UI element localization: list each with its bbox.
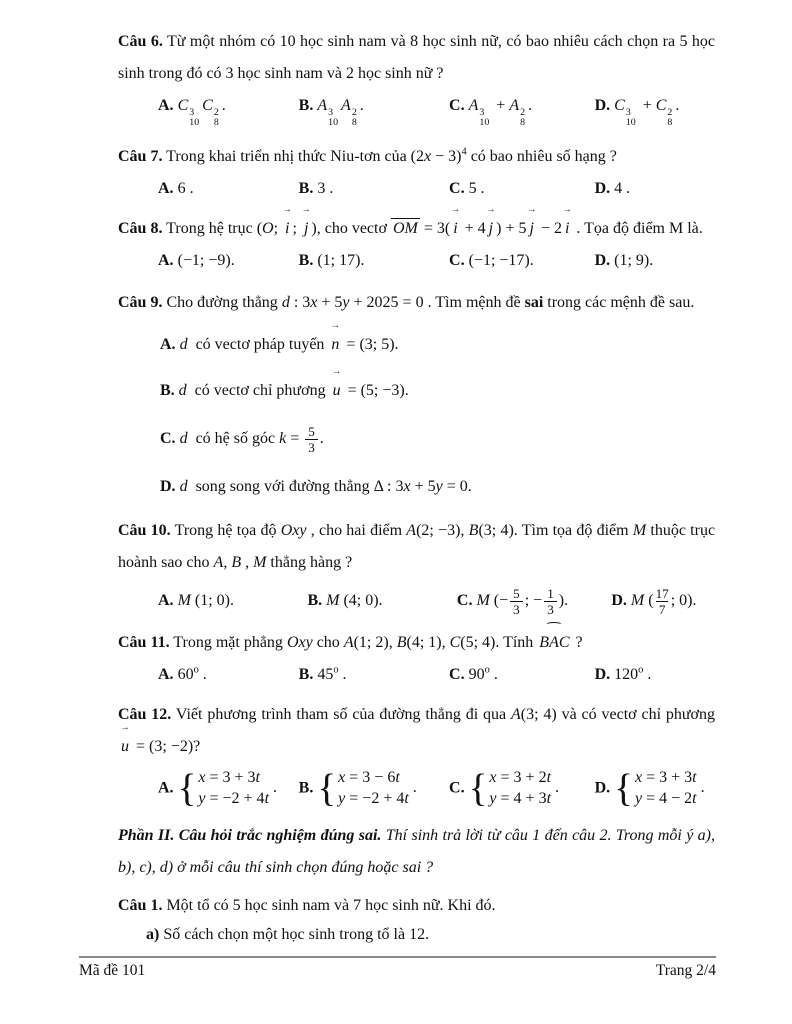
question-10-label: Câu 10. (118, 521, 171, 539)
page-footer (79, 956, 716, 984)
question-9-option-a (160, 329, 715, 361)
option-label: A. (158, 179, 174, 197)
option-value: A 3 10 A 2 8 . (317, 97, 364, 129)
question-8-text (118, 213, 715, 245)
question-12-options (158, 767, 711, 810)
question-8-body: Trong hệ trục (O; i → ; j → ), cho vectơ OM = 3( i → + 4 j → ) + 5 j → − 2 i → . Tọa độ điểm M là. (166, 220, 703, 237)
page-number: Trang 2/4 (655, 962, 716, 979)
question-6-option-b (299, 90, 449, 129)
question-12-label: Câu 12. (118, 705, 172, 723)
item-text: Số cách chọn một học sinh trong tổ là 12. (163, 925, 430, 943)
question-9 (118, 287, 715, 503)
question-12-option-b (299, 767, 449, 810)
item-label: a) (146, 925, 160, 943)
option-value: 120$^o$ . (614, 664, 652, 683)
question-10 (118, 515, 715, 617)
option-label: A. (158, 591, 174, 609)
part2-title: Phần II. Câu hỏi trắc nghiệm đúng sai. (118, 826, 382, 844)
option-label: B. (298, 179, 314, 197)
question-9-text (118, 287, 715, 319)
question-9-label: Câu 9. (118, 293, 163, 311)
question-8-option-a (158, 245, 299, 277)
option-value: { x = 3 + 3t y = −2 + 4t . (178, 779, 277, 796)
question-11-text (118, 627, 715, 659)
option-label: A. (158, 251, 174, 269)
question-6-body: Từ một nhóm có 10 học sinh nam và 8 học sinh nữ, có bao nhiêu cách chọn ra 5 học sinh trong đó có 3 học sinh nam và 2 học sinh nữ ? (118, 33, 716, 82)
question-6-label: Câu 6. (118, 33, 163, 50)
option-label: B. (298, 665, 314, 683)
option-label: C. (449, 665, 465, 683)
option-label: B. (298, 97, 314, 114)
option-label: B. (160, 381, 175, 399)
doc-code: Mã đề 101 (79, 962, 146, 979)
option-label: D. (594, 97, 611, 114)
option-value: { x = 3 − 6t y = −2 + 4t . (317, 779, 416, 796)
option-value: M (4; 0). (326, 591, 383, 609)
option-value: 5 . (468, 179, 485, 197)
option-label: A. (158, 665, 174, 683)
option-value: (−1; −17). (468, 251, 534, 269)
question-12-option-d (595, 767, 711, 810)
question-8-option-b (299, 245, 449, 277)
question-11-option-c (449, 659, 595, 691)
question-9-option-d (160, 471, 715, 503)
question-7-option-d (595, 173, 711, 205)
option-value: A 3 10 + A 2 8 . (468, 97, 533, 129)
question-11-label: Câu 11. (118, 633, 170, 651)
option-label: C. (449, 779, 465, 797)
question-6-option-a (158, 90, 299, 129)
question-10-option-b (307, 585, 456, 617)
question-12-text (118, 699, 715, 763)
question-11-option-d (595, 659, 711, 691)
option-label: D. (611, 591, 627, 609)
option-value: d có hệ số góc k = $\frac{5}{3}$ . (179, 423, 324, 455)
question-10-text (118, 515, 715, 579)
question-11-option-b (299, 659, 449, 691)
question-7-body: Trong khai triển nhị thức Niu-tơn của $(2x - 3)^4$ có bao nhiêu số hạng ? (166, 146, 617, 165)
question-9-option-b (160, 375, 715, 407)
question-12-option-a (158, 767, 299, 810)
option-label: C. (449, 97, 465, 114)
option-label: D. (160, 477, 176, 495)
question-8-label: Câu 8. (118, 219, 163, 237)
question-6 (118, 26, 715, 129)
question-11-options (158, 659, 711, 691)
option-value: 60$^o$ . (177, 664, 207, 683)
option-value: { x = 3 + 2t y = 4 + 3t . (469, 779, 559, 796)
question-10-option-a (158, 585, 307, 617)
question-7-options (158, 173, 711, 205)
part2-question-1 (118, 892, 715, 949)
option-value: (1; 17). (317, 251, 365, 269)
option-label: A. (160, 335, 176, 353)
option-label: A. (158, 97, 174, 114)
question-10-option-d (611, 585, 711, 617)
question-11 (118, 627, 715, 691)
option-label: C. (449, 251, 465, 269)
option-label: D. (594, 779, 611, 797)
option-value: 4 . (614, 179, 631, 197)
question-7 (118, 141, 715, 205)
option-value: { x = 3 + 3t y = 4 − 2t . (614, 779, 704, 796)
question-7-option-b (299, 173, 449, 205)
option-label: B. (298, 779, 314, 797)
option-label: D. (594, 251, 611, 269)
option-label: D. (594, 179, 611, 197)
question-6-options (158, 90, 711, 129)
option-value: 6 . (177, 179, 194, 197)
question-12-body: Viết phương trình tham số của đường thẳng đi qua A(3; 4) và có vectơ chỉ phương u → = (3; −2)? (118, 706, 715, 755)
option-label: B. (298, 251, 314, 269)
part2-heading (118, 820, 715, 884)
option-label: C. (456, 591, 473, 609)
part2-description: Thí sinh trả lời từ câu 1 đến câu 2. Trong mỗi ý a), b), c), d) ở mỗi câu thí sinh chọn đúng hoặc sai ? (118, 826, 716, 876)
option-value: M (1; 0). (177, 591, 234, 609)
option-value: C 3 10 + C 2 8 . (614, 97, 680, 129)
question-7-text (118, 141, 715, 173)
question-11-option-a (158, 659, 299, 691)
question-11-body: Trong mặt phẳng Oxy cho A(1; 2), B(4; 1), C(5; 4). Tính ⌢ BAC ? (173, 634, 582, 651)
question-7-label: Câu 7. (118, 147, 163, 165)
option-label: D. (594, 665, 611, 683)
question-10-body: Trong hệ tọa độ Oxy , cho hai điểm A(2; −3), B(3; 4). Tìm tọa độ điểm M thuộc trục hoành sao cho A, B , M thẳng hàng ? (118, 521, 716, 571)
option-label: B. (307, 591, 323, 609)
option-value: d có vectơ chỉ phương u → = (5; −3). (179, 382, 409, 399)
option-value: M (− $\frac{5}{3}$ ; − $\frac{1}{3}$ ). (476, 585, 569, 617)
option-value: 3 . (317, 179, 334, 197)
question-8-option-c (449, 245, 595, 277)
option-value: 45$^o$ . (317, 664, 347, 683)
option-value: (1; 9). (614, 251, 654, 269)
question-12 (118, 699, 715, 810)
question-9-body: Cho đường thẳng d : 3x + 5y + 2025 = 0 . Tìm mệnh đề sai trong các mệnh đề sau. (166, 293, 695, 311)
part2-question-1-text (118, 892, 715, 921)
part2-question-1-item-a (146, 921, 715, 949)
question-9-options (160, 329, 715, 503)
option-value: M ( $\frac{17}{7}$ ; 0). (630, 585, 697, 617)
option-label: C. (449, 179, 465, 197)
option-value: (−1; −9). (177, 251, 235, 269)
question-10-option-c (457, 585, 611, 617)
question-6-option-d (595, 90, 711, 129)
option-value: C 3 10 C 2 8 . (177, 97, 226, 129)
part2-question-1-label: Câu 1. (118, 896, 163, 914)
question-7-option-c (449, 173, 595, 205)
question-6-text (118, 26, 715, 90)
question-9-option-c (160, 423, 715, 455)
option-value: 90$^o$ . (468, 664, 498, 683)
question-8 (118, 213, 715, 277)
option-value: d có vectơ pháp tuyến n → = (3; 5). (180, 336, 399, 353)
part2-question-1-body: Một tổ có 5 học sinh nam và 7 học sinh nữ. Khi đó. (166, 896, 496, 914)
option-label: A. (158, 779, 174, 797)
option-value: d song song với đường thẳng Δ : 3x + 5y = 0. (179, 477, 472, 495)
option-label: C. (160, 429, 176, 447)
question-6-option-c (449, 90, 595, 129)
question-8-option-d (595, 245, 711, 277)
question-10-options (158, 585, 711, 617)
question-8-options (158, 245, 711, 277)
question-7-option-a (158, 173, 299, 205)
question-12-option-c (449, 767, 595, 810)
